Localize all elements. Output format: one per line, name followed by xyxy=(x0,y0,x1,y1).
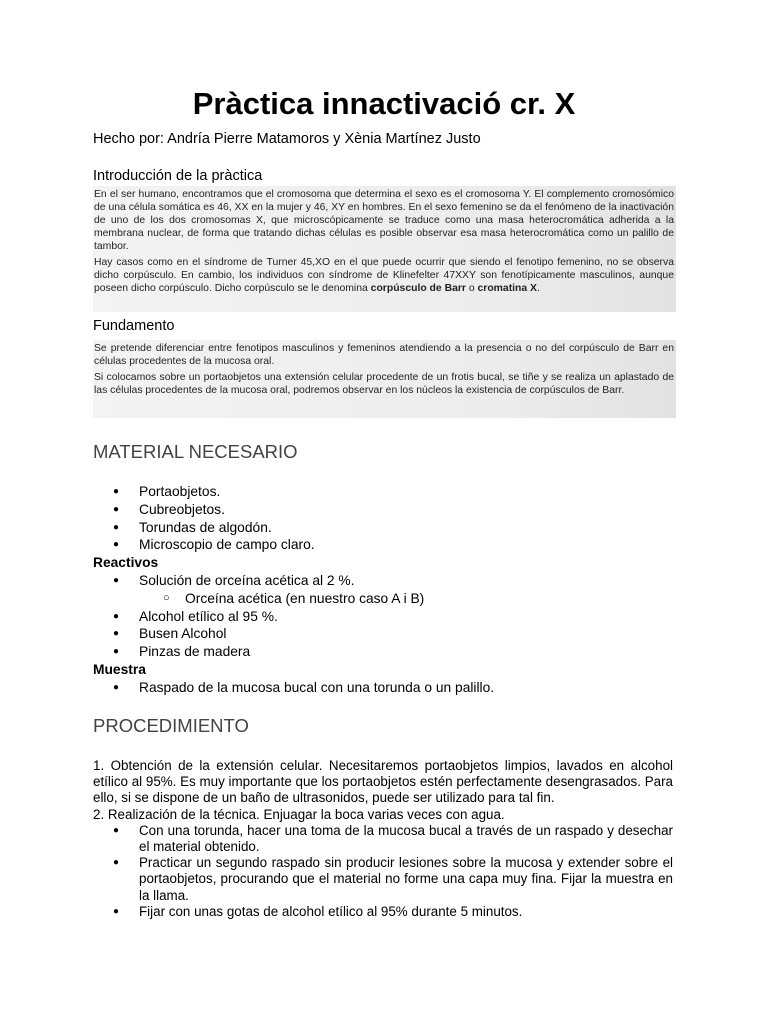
intro-heading: Introducción de la pràctica xyxy=(93,168,263,184)
reactivos-label: Reactivos xyxy=(93,555,159,571)
barr-term: corpúsculo de Barr xyxy=(370,283,466,294)
list-subitem: ○ Orceína acética (en nuestro caso A i B) xyxy=(93,590,494,608)
step-1: 1. Obtención de la extensión celular. Necesitaremos portaobjetos limpios, lavados en alcohol etílico al 95%. Es muy importante que los portaobjetos estén perfectamente desengrasados. Para ello, si se dispone de un baño de ultrasonidos, puede ser utilizado para tal fin. xyxy=(93,758,673,806)
list-item: ● Cubreobjetos. xyxy=(93,501,494,519)
intro-paragraph-1: En el ser humano, encontramos que el cromosoma que determina el sexo es el cromosoma Y. El complemento cromosómico de una célula somática es 46, XX en la mujer y 46, XY en hombres. En el sexo femenino se da el fenómeno de la inactivación de uno de los dos cromosomas X, que microscópicamente se traduce como una masa heterocromática adherida a la membrana nuclear, de forma que tratando dichas células es posible observar esa masa heterocromática como un palillo de tambor. xyxy=(94,189,674,252)
list-item: ● Pinzas de madera xyxy=(93,643,494,661)
intro-paragraph-2 xyxy=(94,256,674,295)
list-item: ● Portaobjetos. xyxy=(93,483,494,501)
muestra-label: Muestra xyxy=(93,661,146,677)
list-item: ● Fijar con unas gotas de alcohol etílico al 95% durante 5 minutos. xyxy=(93,904,673,920)
list-item: ● Raspado de la mucosa bucal con una torunda o un palillo. xyxy=(93,679,494,697)
intro-p2-or: o xyxy=(465,283,478,294)
material-list xyxy=(93,483,494,697)
cromatina-term: cromatina X xyxy=(477,283,537,294)
list-item: ● Torundas de algodón. xyxy=(93,519,494,537)
material-heading: MATERIAL NECESARIO xyxy=(93,441,298,462)
intro-p2-text: Hay casos como en el síndrome de Turner 45,XO en el que puede ocurrir que siendo el fenotipo femenino, no se observa dicho corpúsculo. En cambio, los individuos con síndrome de Klinefelter 47XXY son fenotípicamente masculinos, aunque poseen dicho corpúsculo. Dicho corpúsculo se le denomina xyxy=(94,257,674,294)
list-item: ● Busen Alcohol xyxy=(93,625,494,643)
list-item: ● Microscopio de campo claro. xyxy=(93,536,494,554)
author-line: Hecho por: Andría Pierre Matamoros y Xènia Martínez Justo xyxy=(93,131,481,147)
procedimiento-body xyxy=(93,758,673,920)
step-2: 2. Realización de la técnica. Enjuagar la boca varias veces con agua. xyxy=(93,806,505,822)
fundamento-scanned-text xyxy=(93,340,676,418)
fundamento-heading: Fundamento xyxy=(93,318,175,334)
intro-scanned-text xyxy=(93,186,676,312)
step-2-list xyxy=(93,823,673,920)
page-title: Pràctica innactivació cr. X xyxy=(192,86,576,121)
list-item: ● Solución de orceína acética al 2 %. xyxy=(93,572,494,590)
list-item: ● Con una torunda, hacer una toma de la mucosa bucal a través de un raspado y desechar el material obtenido. xyxy=(93,823,673,855)
fundamento-paragraph-2: Si colocamos sobre un portaobjetos una extensión celular procedente de un frotis bucal, se tiñe y se realiza un aplastado de las células procedentes de la mucosa oral, podremos observar en los núcleos la existencia de corpúsculos de Barr. xyxy=(94,372,674,396)
intro-p2-end: . xyxy=(537,283,540,294)
list-item: ● Alcohol etílico al 95 %. xyxy=(93,608,494,626)
procedimiento-heading: PROCEDIMIENTO xyxy=(93,715,249,736)
list-item: ● Practicar un segundo raspado sin producir lesiones sobre la mucosa y extender sobre el portaobjetos, procurando que el material no forme una capa muy fina. Fijar la muestra en la llama. xyxy=(93,855,673,904)
fundamento-paragraph-1: Se pretende diferenciar entre fenotipos masculinos y femeninos atendiendo a la presencia o no del corpúsculo de Barr en células procedentes de la mucosa oral. xyxy=(94,343,674,367)
